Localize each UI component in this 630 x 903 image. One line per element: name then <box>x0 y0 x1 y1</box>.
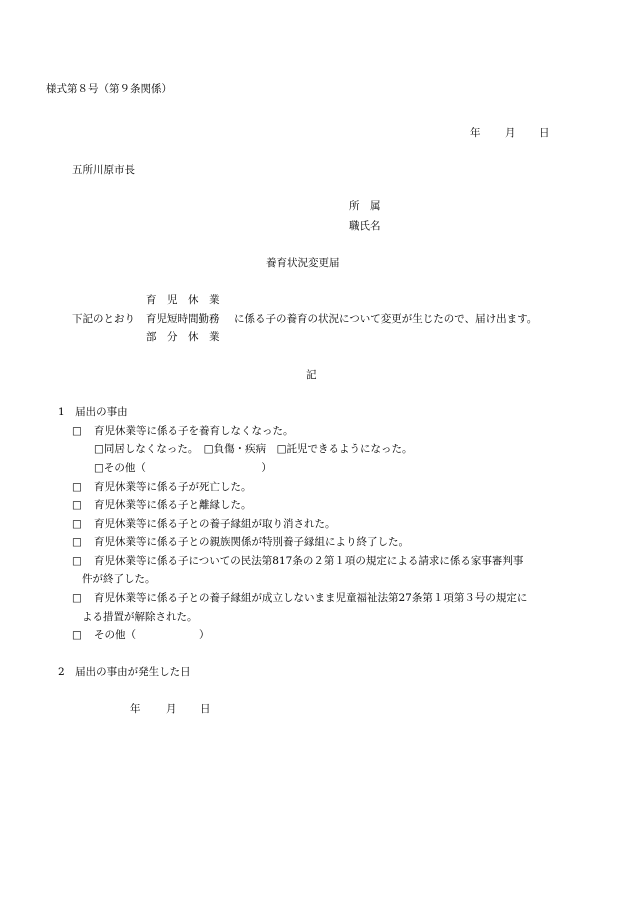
reason-sub-options: □同居しなくなった。 □負傷・疾病 □託児できるようになった。 <box>94 443 413 455</box>
reason-text-continued: よる措置が解除された。 <box>82 611 198 623</box>
section2-heading: 2 届出の事由が発生した日 <box>58 666 191 678</box>
reason-sub-other: □その他（ ） <box>94 462 272 474</box>
reason-item <box>72 630 210 641</box>
intro-suffix: に係る子の養育の状況について変更が生じたので、届け出ます。 <box>234 313 538 325</box>
form-number: 様式第８号（第９条関係） <box>46 83 172 95</box>
reason-text: 育児休業等に係る子との養子縁組が取り消された。 <box>94 518 336 530</box>
leave-option-short-hours: 育児短時間勤務 <box>146 313 220 325</box>
addressee: 五所川原市長 <box>72 164 135 176</box>
sender-name-label: 職氏名 <box>349 220 381 232</box>
reason-item <box>72 519 336 530</box>
reason-item <box>72 537 409 548</box>
date-year-label: 年 <box>470 127 481 139</box>
reason-text: 育児休業等に係る子との養子縁組が成立しないまま児童福祉法第27条第１項第３号の規定に <box>94 592 528 604</box>
reason-text: 育児休業等に係る子が死亡した。 <box>94 481 252 493</box>
sender-affiliation-label: 所 属 <box>349 200 381 212</box>
reason-item <box>72 482 252 493</box>
occurrence-year-label: 年 <box>130 703 141 715</box>
reason-item <box>72 593 527 604</box>
ki-label: 記 <box>306 369 317 381</box>
reason-text-continued: 件が終了した。 <box>82 573 156 585</box>
reason-text: 育児休業等に係る子との親族関係が特別養子縁組により終了した。 <box>94 536 409 548</box>
reason-text: その他（ ） <box>94 629 210 641</box>
intro-prefix: 下記のとおり <box>72 313 135 325</box>
section1-heading: 1 届出の事由 <box>58 406 128 418</box>
date-day-label: 日 <box>539 127 550 139</box>
checkbox[interactable]: □ <box>72 629 82 641</box>
reason-item <box>72 426 294 437</box>
occurrence-month-label: 月 <box>166 703 177 715</box>
checkbox[interactable]: □ <box>72 499 82 511</box>
checkbox[interactable]: □ <box>72 481 82 493</box>
checkbox[interactable]: □ <box>72 536 82 548</box>
checkbox[interactable]: □ <box>72 592 82 604</box>
reason-text: 育児休業等に係る子を養育しなくなった。 <box>94 425 294 437</box>
reason-text: 育児休業等に係る子についての民法第817条の２第１項の規定による請求に係る家事審判事 <box>94 555 524 567</box>
checkbox[interactable]: □ <box>72 425 82 437</box>
reason-item <box>72 556 523 567</box>
document-title: 養育状況変更届 <box>266 257 340 269</box>
occurrence-day-label: 日 <box>200 703 211 715</box>
date-month-label: 月 <box>505 127 516 139</box>
leave-option-childcare: 育 児 休 業 <box>146 294 220 306</box>
leave-option-partial: 部 分 休 業 <box>146 331 220 343</box>
reason-text: 育児休業等に係る子と離縁した。 <box>94 499 252 511</box>
checkbox[interactable]: □ <box>72 555 82 567</box>
reason-item <box>72 500 252 511</box>
checkbox[interactable]: □ <box>72 518 82 530</box>
